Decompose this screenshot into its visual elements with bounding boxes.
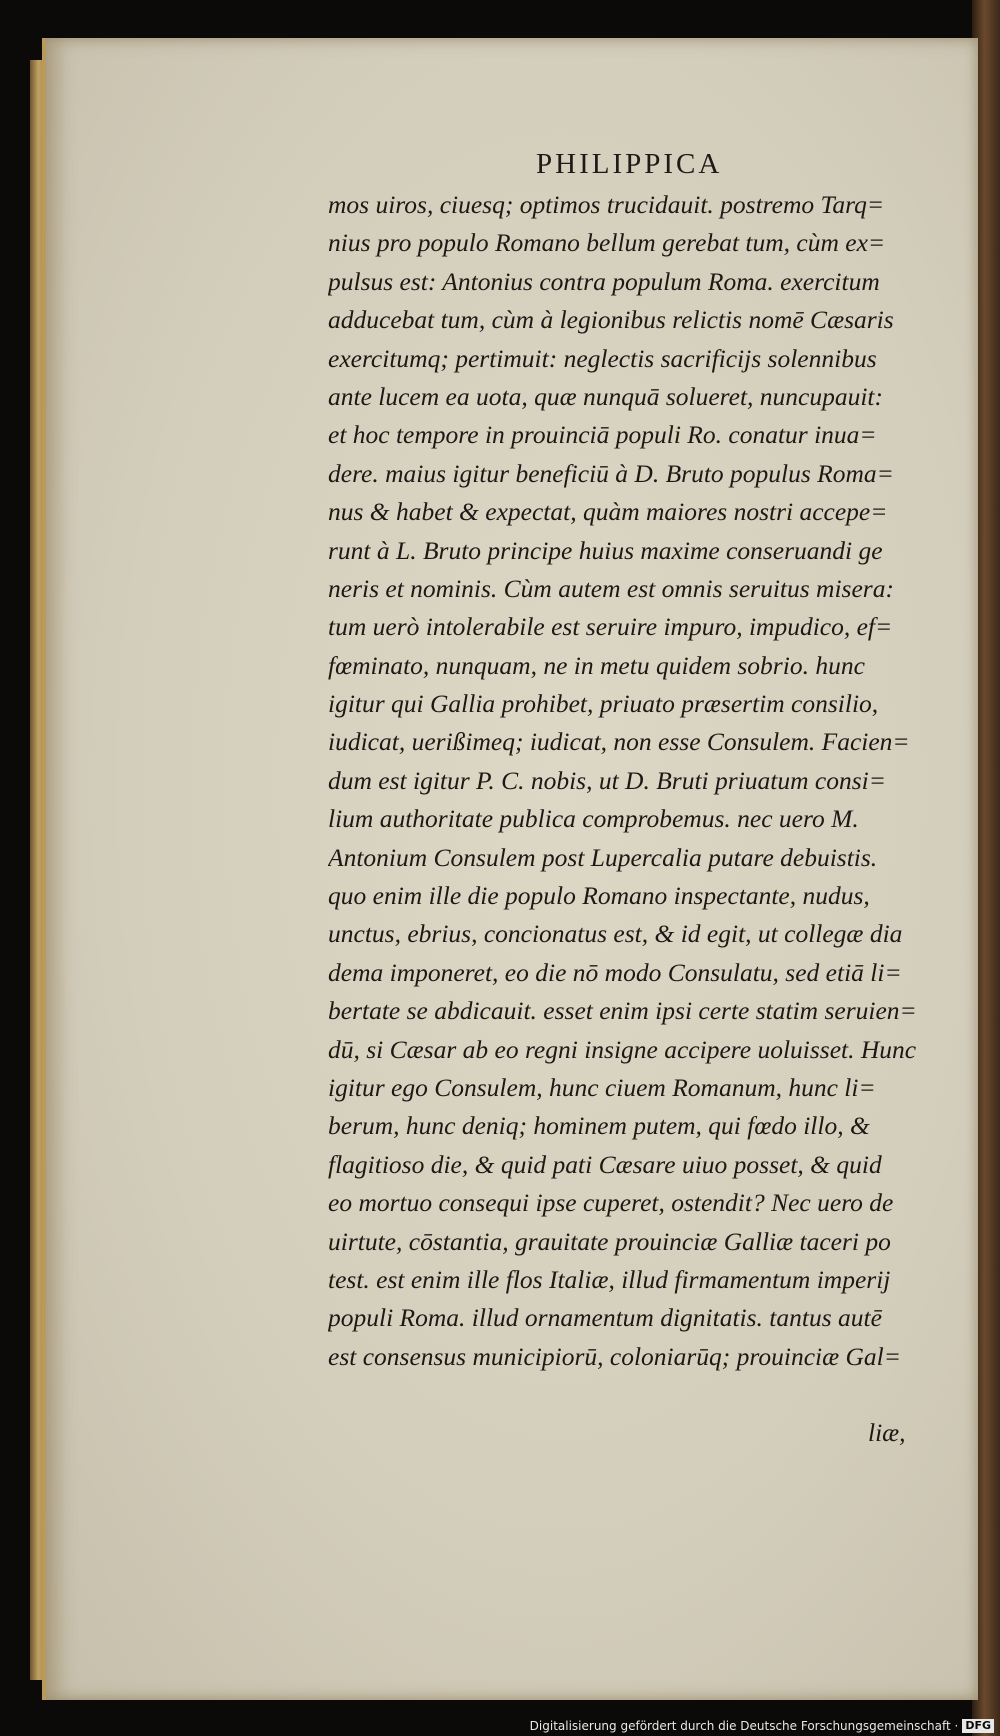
footer-credit: Digitalisierung gefördert durch die Deutsche Forschungsgemeinschaft · xyxy=(529,1719,959,1733)
text-line: nius pro populo Romano bellum gerebat tum, cùm ex= xyxy=(328,228,886,258)
text-line: dum est igitur P. C. nobis, ut D. Bruti priuatum consi= xyxy=(328,765,886,795)
text-line: nus & habet & expectat, quàm maiores nostri accepe= xyxy=(328,497,888,527)
text-line: dema imponeret, eo die nō modo Consulatu, sed etiā li= xyxy=(328,957,902,987)
text-line: tum uerò intolerabile est seruire impuro, impudico, ef= xyxy=(328,612,893,642)
dfg-logo: DFG xyxy=(962,1719,994,1733)
text-line: eo mortuo consequi ipse cuperet, ostendit? Nec uero de xyxy=(328,1188,894,1218)
text-line: quo enim ille die populo Romano inspectante, nudus, xyxy=(328,881,870,911)
text-line: neris et nominis. Cùm autem est omnis seruitus misera: xyxy=(328,573,894,603)
text-line: bertate se abdicauit. esset enim ipsi certe statim seruien= xyxy=(328,996,917,1026)
text-line: populi Roma. illud ornamentum dignitatis. tantus autē xyxy=(328,1303,882,1333)
text-line: ante lucem ea uota, quæ nunquā solueret, nuncupauit: xyxy=(328,381,884,411)
text-line: Antonium Consulem post Lupercalia putare debuistis. xyxy=(328,842,878,872)
text-line: fœminato, nunquam, ne in metu quidem sobrio. hunc xyxy=(328,650,865,680)
text-line: lium authoritate publica comprobemus. nec uero M. xyxy=(328,804,859,834)
text-line: et hoc tempore in prouinciā populi Ro. conatur inua= xyxy=(328,420,877,450)
text-line: test. est enim ille flos Italiæ, illud firmamentum imperij xyxy=(328,1264,891,1294)
text-block xyxy=(328,186,928,1376)
running-title: PHILIPPICA xyxy=(536,148,723,180)
text-line: igitur ego Consulem, hunc ciuem Romanum, hunc li= xyxy=(328,1072,876,1102)
footer xyxy=(530,1716,994,1736)
text-line: dere. maius igitur beneficiū à D. Bruto populus Roma= xyxy=(328,458,894,488)
text-line: adducebat tum, cùm à legionibus relictis nomē Cæsaris xyxy=(328,305,894,335)
text-line: iudicat, uerißimeq; iudicat, non esse Consulem. Facien= xyxy=(328,727,910,757)
text-line: mos uiros, ciuesq; optimos trucidauit. postremo Tarq= xyxy=(328,190,885,219)
text-line: igitur qui Gallia prohibet, priuato præsertim consilio, xyxy=(328,689,879,719)
text-line: dū, si Cæsar ab eo regni insigne accipere uoluisset. Hunc xyxy=(328,1034,917,1064)
text-line: uirtute, cōstantia, grauitate prouinciæ Galliæ taceri po xyxy=(328,1226,891,1256)
catchword: liæ, xyxy=(868,1418,906,1447)
text-line: pulsus est: Antonius contra populum Roma. exercitum xyxy=(328,266,880,296)
text-line: runt à L. Bruto principe huius maxime conseruandi ge xyxy=(328,535,883,565)
text-line: flagitioso die, & quid pati Cæsare uiuo posset, & quid xyxy=(328,1149,882,1179)
text-line: berum, hunc deniq; hominem putem, qui fœdo illo, & xyxy=(328,1111,870,1141)
text-line: est consensus municipiorū, coloniarūq; prouinciæ Gal= xyxy=(328,1341,901,1371)
text-line: exercitumq; pertimuit: neglectis sacrificijs solennibus xyxy=(328,343,877,373)
text-line: unctus, ebrius, concionatus est, & id egit, ut collegæ dia xyxy=(328,919,903,949)
